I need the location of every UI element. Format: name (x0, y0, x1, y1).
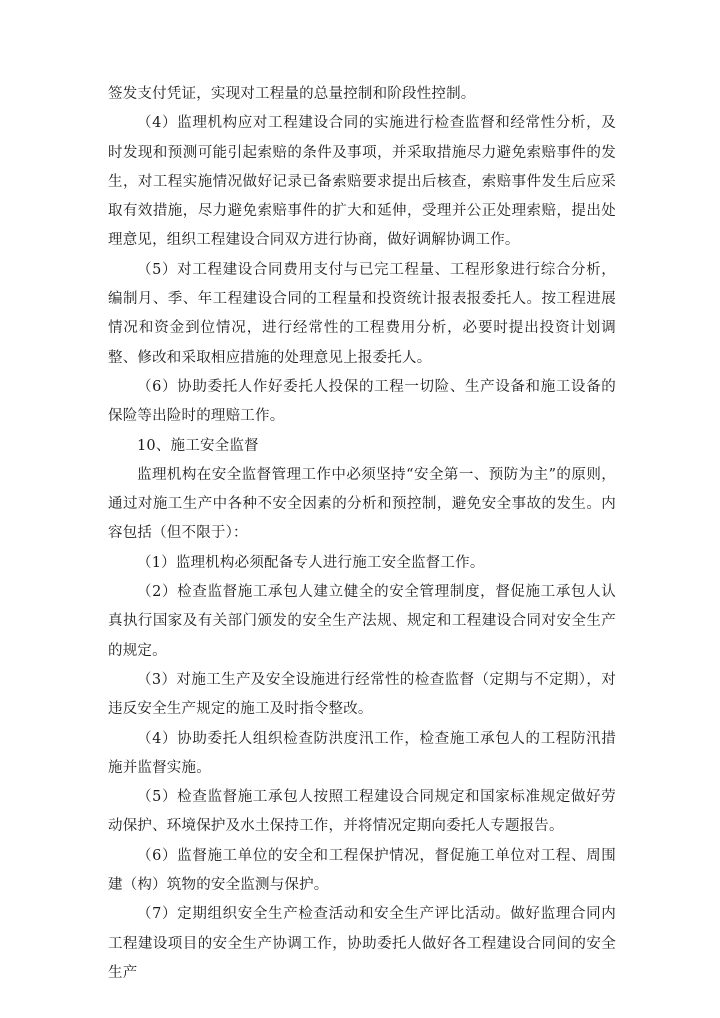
document-body (108, 80, 616, 988)
paragraph-item-5-cost-analysis: （5）对工程建设合同费用支付与已完工程量、工程形象进行综合分析，编制月、季、年工程建设合同的工程量和投资统计报表报委托人。按工程进展情况和资金到位情况，进行经常性的工程费用分析，必要时提出投资计划调整、修改和采取相应措施的处理意见上报委托人。 (108, 261, 616, 366)
paragraph-item-6-insurance: （6）协助委托人作好委托人投保的工程一切险、生产设备和施工设备的保险等出险时的理赔工作。 (108, 378, 616, 425)
paragraph-safety-item-1: （1）监理机构必须配备专人进行施工安全监督工作。 (137, 554, 485, 571)
paragraph-item-4-claims: （4）监理机构应对工程建设合同的实施进行检查监督和经常性分析，及时发现和预测可能引起索赔的条件及事项，并采取措施尽力避免索赔事件的发生，对工程实施情况做好记录已备索赔要求提出后核查，索赔事件发生后应采取有效措施，尽力避免索赔事件的扩大和延伸，受理并公正处理索赔，提出处理意见，组织工程建设合同双方进行协商，做好调解协调工作。 (108, 115, 616, 249)
paragraph-safety-intro: 监理机构在安全监督管理工作中必须坚持“安全第一、预防为主”的原则，通过对施工生产中各种不安全因素的分析和预控制，避免安全事故的发生。内容包括（但不限于）： (108, 466, 616, 542)
paragraph-safety-item-2: （2）检查监督施工承包人建立健全的安全管理制度，督促施工承包人认真执行国家及有关部门颁发的安全生产法规、规定和工程建设合同对安全生产的规定。 (108, 584, 616, 659)
section-heading-safety: 10、施工安全监督 (137, 437, 259, 454)
paragraph-safety-item-3: （3）对施工生产及安全设施进行经常性的检查监督（定期与不定期），对违反安全生产规定的施工及时指令整改。 (108, 671, 616, 718)
paragraph-safety-item-6: （6）监督施工单位的安全和工程保护情况，督促施工单位对工程、周围建（构）筑物的安全监测与保护。 (108, 847, 616, 894)
paragraph-safety-item-5: （5）检查监督施工承包人按照工程建设合同规定和国家标准规定做好劳动保护、环境保护及水土保持工作，并将情况定期向委托人专题报告。 (108, 789, 616, 835)
paragraph-safety-item-7: （7）定期组织安全生产检查活动和安全生产评比活动。做好监理合同内工程建设项目的安全生产协调工作，协助委托人做好各工程建设合同间的安全生产 (108, 906, 616, 981)
paragraph-continuation: 签发支付凭证，实现对工程量的总量控制和阶段性控制。 (108, 86, 476, 102)
paragraph-safety-item-4: （4）协助委托人组织检查防洪度汛工作，检查施工承包人的工程防汛措施并监督实施。 (108, 730, 616, 776)
